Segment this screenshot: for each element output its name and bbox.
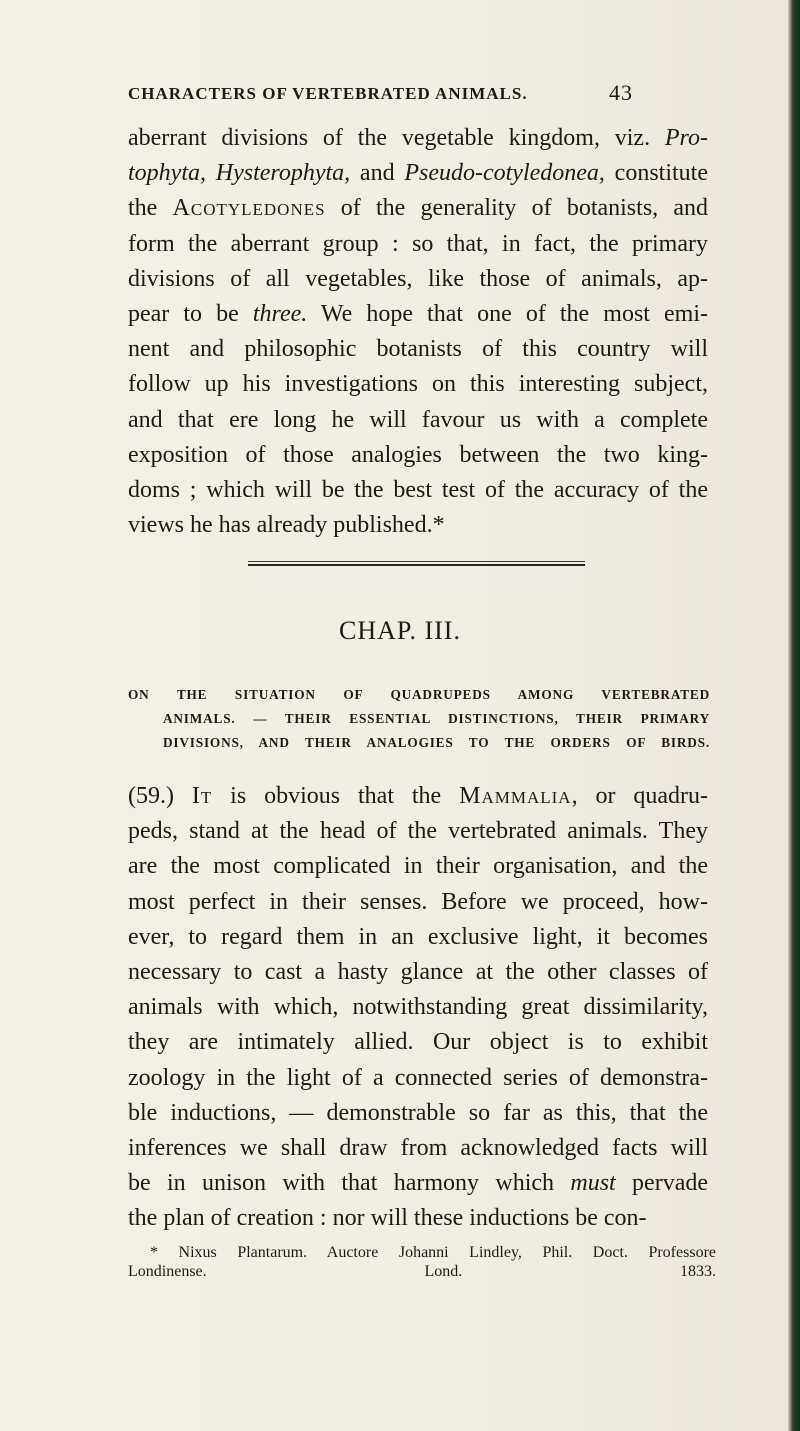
text-line xyxy=(128,332,708,367)
text-line xyxy=(128,814,708,849)
footnote-line: * Nixus Plantarum. Auctore Johanni Lindley, Phil. Doct. Professore xyxy=(150,1244,716,1261)
text-segment: the xyxy=(128,195,173,222)
text-segment: animals with which, notwithstanding great dissimilarity, xyxy=(128,994,708,1021)
text-segment: nent and philosophic botanists of this country will xyxy=(128,336,708,363)
text-segment: divisions of all vegetables, like those of animals, ap- xyxy=(128,265,708,292)
text-line xyxy=(128,262,708,297)
section-divider-thick xyxy=(248,564,585,566)
text-line xyxy=(128,438,708,473)
text-segment: necessary to cast a hasty glance at the other classes of xyxy=(128,958,708,985)
text-line xyxy=(128,849,708,884)
text-line xyxy=(128,156,708,191)
text-segment: are the most complicated in their organisation, and the xyxy=(128,853,708,880)
running-head-title: CHARACTERS OF VERTEBRATED ANIMALS. xyxy=(128,84,528,103)
paragraph-59-mammalia xyxy=(128,779,708,1236)
text-segment: It xyxy=(191,783,213,809)
text-line xyxy=(128,121,708,156)
text-segment: must xyxy=(570,1170,616,1197)
text-segment: tophyta, Hysterophyta, xyxy=(128,160,351,187)
text-segment: inferences we shall draw from acknowledged facts will xyxy=(128,1134,708,1161)
text-segment: Acotyledones xyxy=(172,195,326,222)
text-segment: Mammalia xyxy=(459,783,572,809)
text-line xyxy=(128,227,708,262)
text-segment: form the aberrant group : so that, in fact, the primary xyxy=(128,230,708,257)
text-line xyxy=(128,297,708,332)
text-segment: be in unison with that harmony which xyxy=(128,1170,571,1197)
chapter-subtitle-line: ANIMALS. — THEIR ESSENTIAL DISTINCTIONS, THEIR PRIMARY xyxy=(163,711,710,726)
text-line xyxy=(128,367,708,402)
text-line xyxy=(128,403,708,438)
text-segment: most perfect in their senses. Before we proceed, how- xyxy=(128,888,708,915)
page-edge-binding xyxy=(788,0,800,1431)
chapter-subtitle-line: ON THE SITUATION OF QUADRUPEDS AMONG VERTEBRATED xyxy=(128,687,710,702)
text-segment: the plan of creation : nor will these inductions be con- xyxy=(128,1205,647,1232)
section-divider-thin xyxy=(248,561,585,562)
text-segment: Pro- xyxy=(664,125,708,151)
text-line xyxy=(128,955,708,990)
text-segment: zoology in the light of a connected series of demonstra- xyxy=(128,1064,708,1091)
text-segment: ever, to regard them in an exclusive light, it becomes xyxy=(128,923,708,950)
chapter-subtitle-line: DIVISIONS, AND THEIR ANALOGIES TO THE ORDERS OF BIRDS. xyxy=(163,735,710,750)
text-line xyxy=(128,1096,708,1131)
text-segment: and xyxy=(350,160,405,187)
text-segment: is obvious that the xyxy=(212,783,460,809)
text-segment: (59.) xyxy=(128,783,192,809)
footnote-line: Londinense. Lond. 1833. xyxy=(128,1263,716,1280)
paragraph-botany-divisions xyxy=(128,121,708,543)
text-line xyxy=(128,1025,708,1060)
text-segment: , or quadru- xyxy=(571,783,708,809)
text-segment: follow up his investigations on this interesting subject, xyxy=(128,371,708,398)
text-line xyxy=(128,990,708,1025)
text-segment: Pseudo-cotyledonea, xyxy=(404,160,605,187)
text-line xyxy=(128,191,708,226)
text-line xyxy=(128,508,708,543)
footnote xyxy=(128,1243,716,1281)
text-segment: constitute xyxy=(604,160,708,187)
text-segment: of the generality of botanists, and xyxy=(325,195,709,222)
text-segment: peds, stand at the head of the vertebrated animals. They xyxy=(128,818,708,845)
text-segment: they are intimately allied. Our object is to exhibit xyxy=(128,1029,708,1056)
text-segment: exposition of those analogies between the two king- xyxy=(128,441,708,468)
text-line xyxy=(128,473,708,508)
text-segment: pear to be xyxy=(128,300,253,327)
text-segment: doms ; which will be the best test of the accuracy of the xyxy=(128,476,708,503)
chapter-subtitle xyxy=(128,683,710,755)
text-segment: ble inductions, — demonstrable so far as this, that the xyxy=(128,1099,708,1126)
text-segment: aberrant divisions of the vegetable kingdom, viz. xyxy=(128,125,665,151)
text-line xyxy=(128,1201,708,1236)
text-segment: We hope that one of the most emi- xyxy=(307,300,708,327)
text-line xyxy=(128,1061,708,1096)
text-segment: three. xyxy=(252,300,308,327)
text-line xyxy=(128,779,708,814)
text-segment: pervade xyxy=(615,1170,708,1197)
text-line xyxy=(128,1131,708,1166)
text-segment: views he has already published.* xyxy=(128,512,445,539)
text-line xyxy=(128,920,708,955)
chapter-title: CHAP. III. xyxy=(339,616,461,645)
text-line xyxy=(128,885,708,920)
text-segment: and that ere long he will favour us with a complete xyxy=(128,406,708,433)
page-number: 43 xyxy=(609,80,633,105)
text-line xyxy=(128,1166,708,1201)
